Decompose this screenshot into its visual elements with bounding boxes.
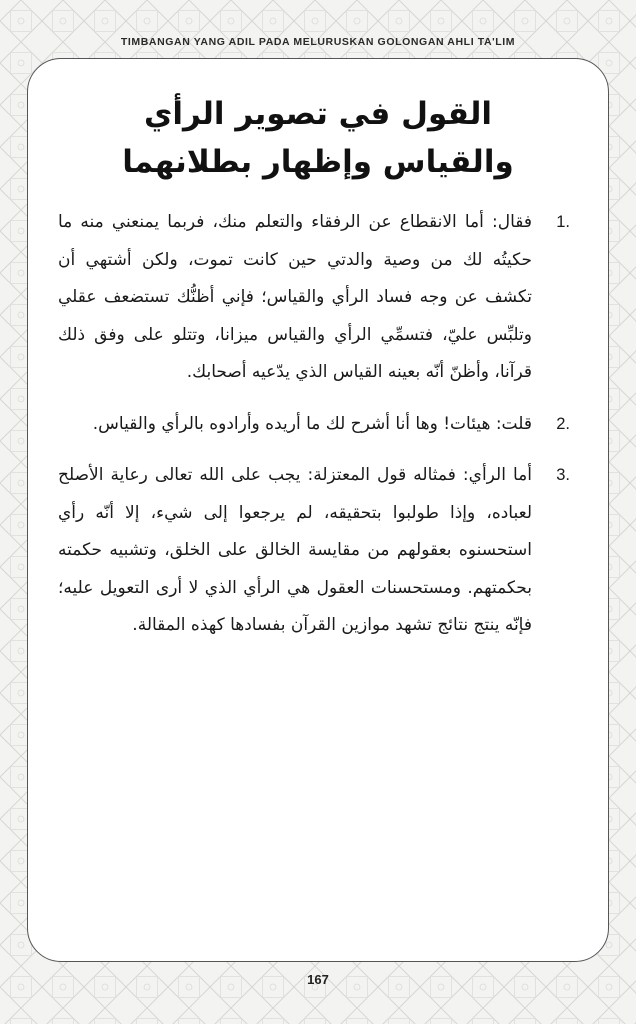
- section-title: القول في تصوير الرأي والقياس وإظهار بطلانهما: [122, 96, 514, 180]
- paragraph-1: [58, 204, 570, 392]
- paragraph-2: [58, 406, 570, 444]
- page-number: 167: [307, 972, 329, 987]
- paragraph-number: 1.: [556, 213, 570, 231]
- paragraph-text: قلت: هيئات! وها أنا أشرح لك ما أريده وأرادوه بالرأي والقياس.: [92, 413, 532, 434]
- paragraph-text: فقال: أما الانقطاع عن الرفقاء والتعلم منك، فربما يمنعني منه ما حكيتُه لك من وصية والدتي حين كانت تموت، ولكن أشتهي أن تكشف عن وجه فساد الرأي والقياس؛ فإني أظنُّك تستضعف عقلي وتلبِّس عليّ، فتسمِّي الرأي والقياس ميزانا، وتتلو على وفق ذلك قرآنا، وأظنّ أنّه بعينه القياس الذي يدّعيه أصحابك.: [58, 212, 532, 382]
- running-header: TIMBANGAN YANG ADIL PADA MELURUSKAN GOLONGAN AHLI TA'LIM: [120, 36, 516, 48]
- paragraph-number: 3.: [556, 466, 570, 484]
- paragraph-text: أما الرأي: فمثاله قول المعتزلة: يجب على الله تعالى رعاية الأصلح لعباده، وإذا طولبوا بتحقيقه، لم يرجعوا إلى شيء، إلا أنّه رأي استحسنوه بعقولهم من مقايسة الخالق على الخلق، وتشبيه حكمته بحكمتهم. ومستحسنات العقول هي الرأي الذي لا أرى التعويل عليه؛ فإنّه ينتج نتائج تشهد موازين القرآن بفسادها كهذه المقالة.: [58, 465, 532, 635]
- paragraph-number: 2.: [556, 414, 570, 433]
- paragraph-3: [58, 457, 570, 645]
- body-text: [58, 204, 570, 659]
